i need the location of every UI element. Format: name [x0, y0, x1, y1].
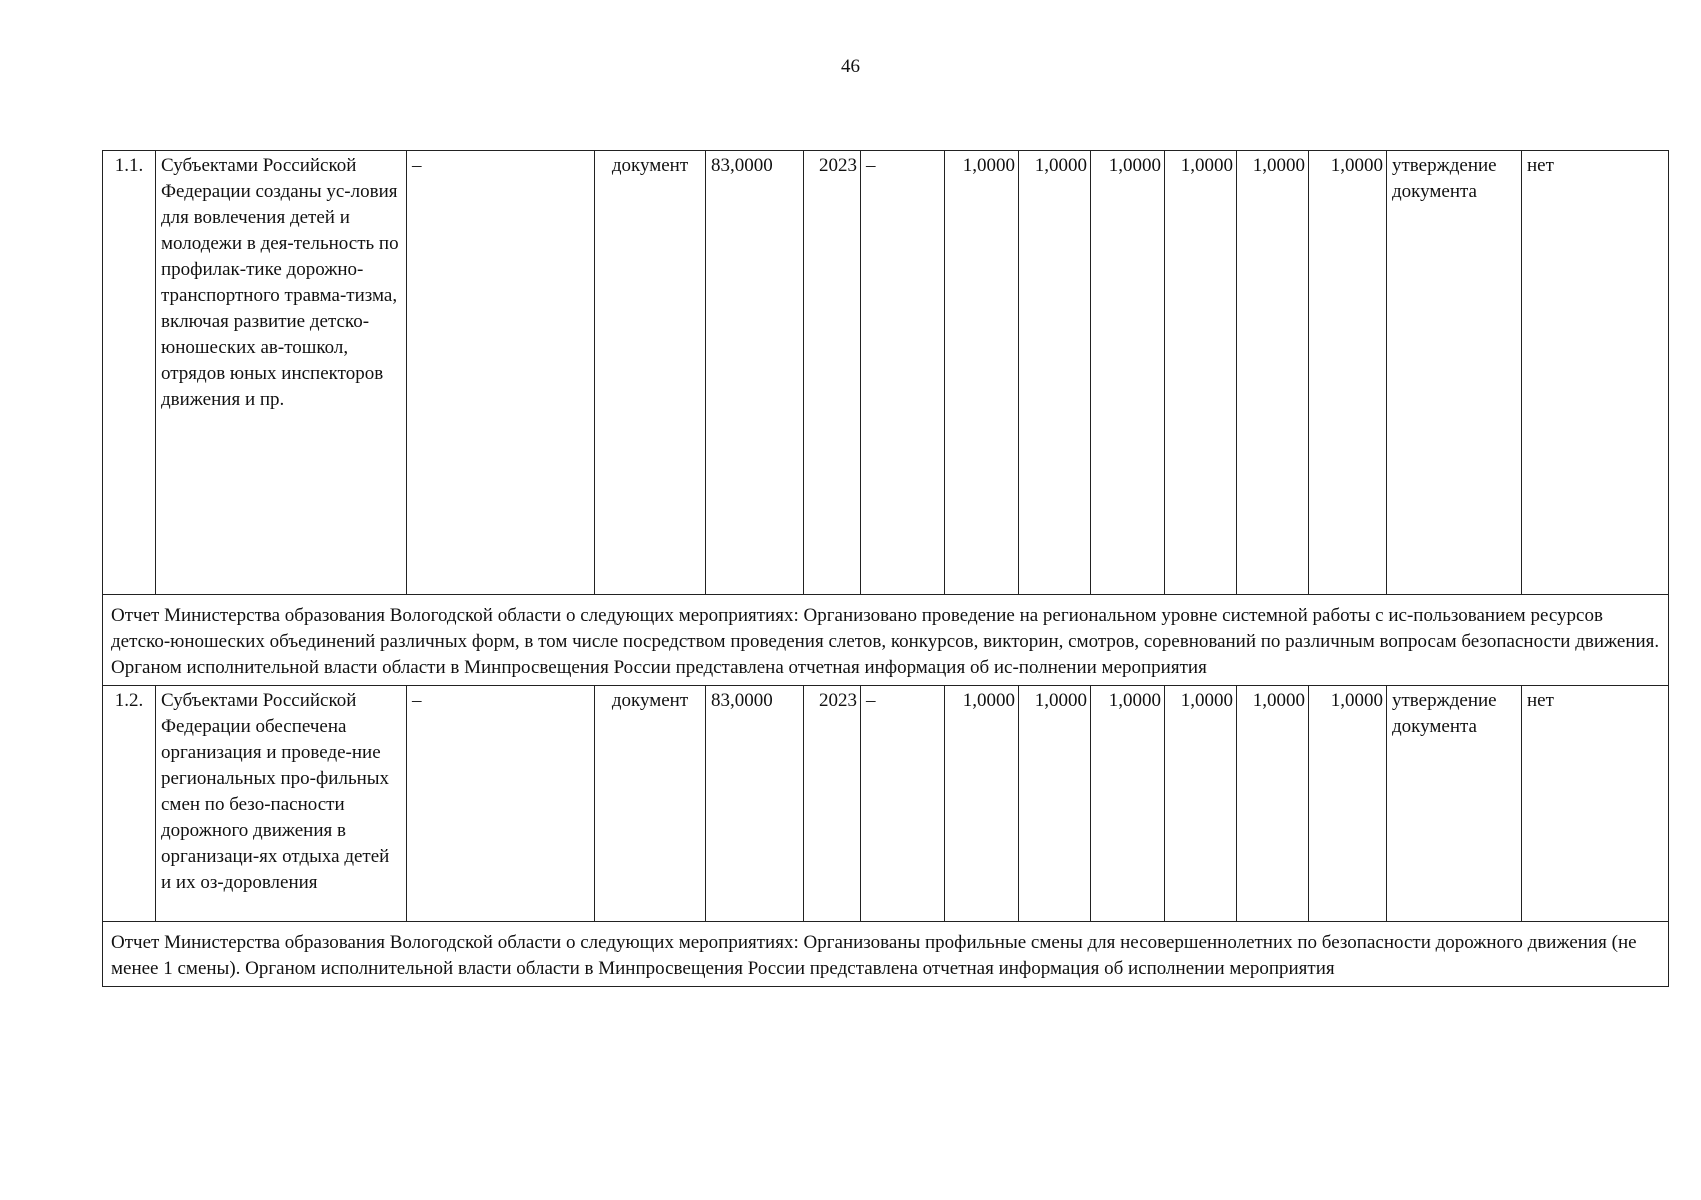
indicator-cell: утверждение документа [1387, 686, 1522, 922]
unit-cell: документ [595, 151, 706, 595]
row-number: 1.1. [103, 151, 156, 595]
base-year-cell: 2023 [804, 151, 861, 595]
value-cell: 1,0000 [1019, 686, 1091, 922]
table-row [103, 151, 1669, 595]
cell-dash: – [407, 686, 595, 922]
value-cell: 1,0000 [945, 151, 1019, 595]
page-number: 46 [841, 56, 860, 77]
cell-dash: – [861, 151, 945, 595]
result-description: Субъектами Российской Федерации обеспечена организация и проведе-ние региональных про-фильных смен по безо-пасности дорожного движения в организаци-ях отдыха детей и их оз-доровления [156, 686, 407, 922]
value-cell: 1,0000 [1165, 686, 1237, 922]
report-text: Отчет Министерства образования Вологодской области о следующих мероприятиях: Организованы профильные смены для несовершеннолетних по безопасности дорожного движения (не менее 1 смены). Органом исполнительной власти области в Минпросвещения России представлена отчетная информация об исполнении мероприятия [103, 922, 1669, 987]
value-cell: 1,0000 [1309, 151, 1387, 595]
cell-dash: – [407, 151, 595, 595]
flag-cell: нет [1522, 686, 1669, 922]
base-year-cell: 2023 [804, 686, 861, 922]
value-cell: 1,0000 [1237, 686, 1309, 922]
base-value-cell: 83,0000 [706, 151, 804, 595]
value-cell: 1,0000 [1019, 151, 1091, 595]
value-cell: 1,0000 [1091, 686, 1165, 922]
result-description: Субъектами Российской Федерации созданы ус-ловия для вовлечения детей и молодежи в дея-тельность по профилак-тике дорожно-транспортного травма-тизма, включая развитие детско-юношеских ав-тошкол, отрядов юных инспекторов движения и пр. [156, 151, 407, 595]
base-value-cell: 83,0000 [706, 686, 804, 922]
value-cell: 1,0000 [1309, 686, 1387, 922]
value-cell: 1,0000 [1165, 151, 1237, 595]
results-table [102, 150, 1669, 987]
unit-cell: документ [595, 686, 706, 922]
value-cell: 1,0000 [945, 686, 1019, 922]
cell-dash: – [861, 686, 945, 922]
report-row [103, 922, 1669, 987]
value-cell: 1,0000 [1237, 151, 1309, 595]
table-row [103, 686, 1669, 922]
report-text: Отчет Министерства образования Вологодской области о следующих мероприятиях: Организовано проведение на региональном уровне системной работы с ис-пользованием ресурсов детско-юношеских объединений различных форм, в том числе посредством проведения слетов, конкурсов, викторин, смотров, соревнований по различным вопросам безопасности движения. Органом исполнительной власти области в Минпросвещения России представлена отчетная информация об ис-полнении мероприятия [103, 595, 1669, 686]
row-number: 1.2. [103, 686, 156, 922]
indicator-cell: утверждение документа [1387, 151, 1522, 595]
flag-cell: нет [1522, 151, 1669, 595]
value-cell: 1,0000 [1091, 151, 1165, 595]
report-row [103, 595, 1669, 686]
